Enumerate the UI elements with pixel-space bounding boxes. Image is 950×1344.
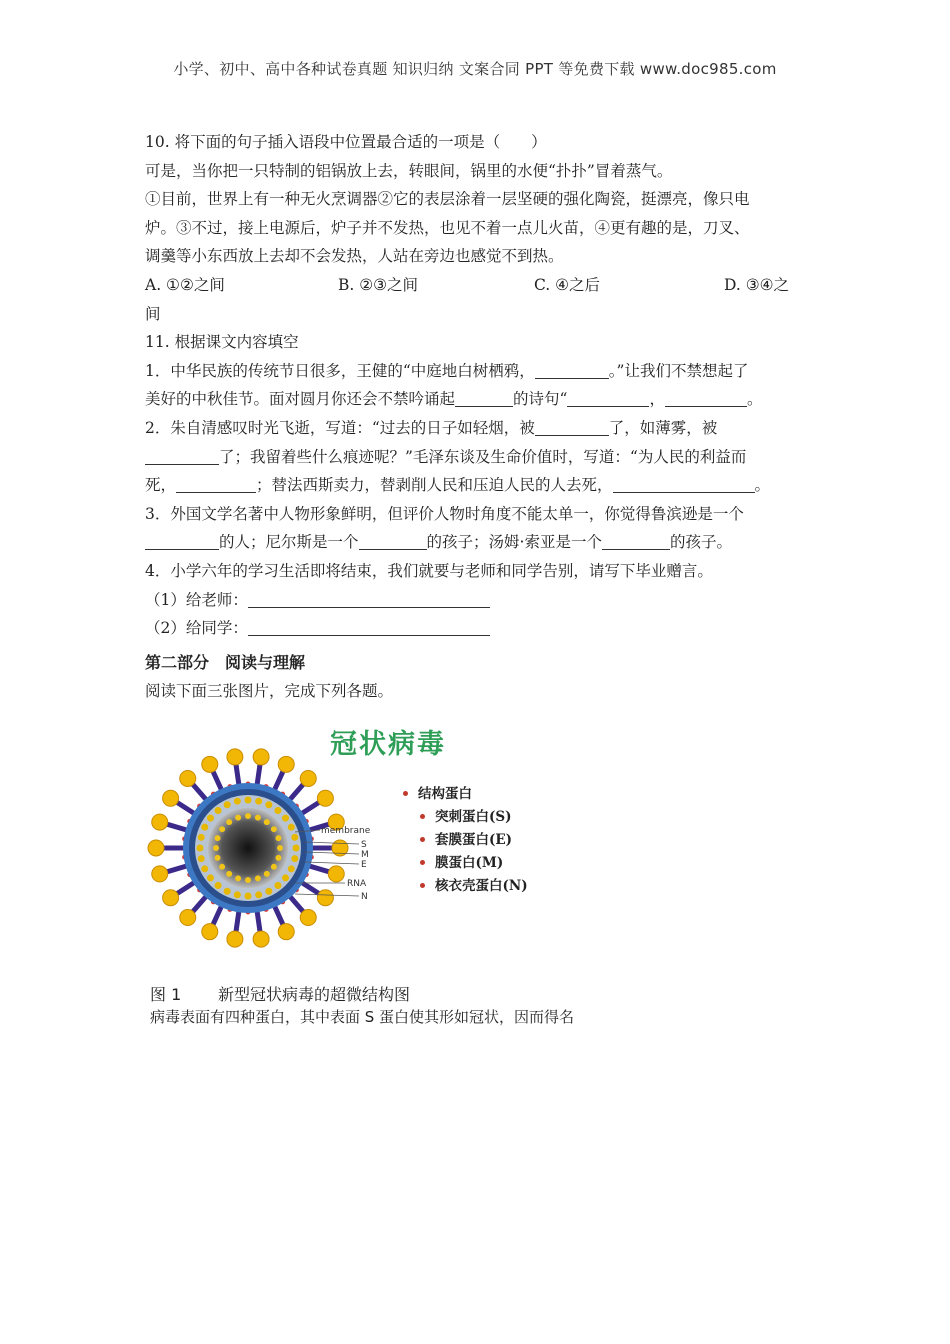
caption-title: 新型冠状病毒的超微结构图 [218, 985, 411, 1004]
q10-title: 10. 将下面的句子插入语段中位置最合适的一项是（ ） [145, 133, 547, 151]
option-a[interactable]: A. ①②之间 [145, 275, 225, 294]
membrane-bead [245, 797, 252, 804]
membrane-bead [288, 865, 295, 872]
legend-item: 突刺蛋白(S) [400, 806, 528, 829]
answer-blank[interactable] [359, 531, 427, 550]
spike-head [328, 866, 344, 882]
membrane-bead [291, 855, 298, 862]
membrane-bead [291, 834, 298, 841]
q10-passage-line: 炉。③不过，接上电源后，炉子并不发热，也见不着一点儿火苗，④更有趣的是，刀叉、 [145, 218, 750, 237]
nucleocapsid-bead [219, 826, 225, 832]
coronavirus-figure [145, 708, 555, 973]
spike-head [202, 756, 218, 772]
membrane-bead [282, 815, 289, 822]
membrane-bead [234, 798, 241, 805]
membrane-bead [215, 807, 222, 814]
q10-passage-line: 调羹等小东西放上去却不会发热，人站在旁边也感觉不到热。 [145, 247, 564, 266]
nucleocapsid-bead [275, 855, 281, 861]
spike-head [300, 910, 316, 926]
nucleocapsid-bead [226, 871, 232, 877]
nucleocapsid-bead [219, 864, 225, 870]
q11-item1-line1: 1．中华民族的传统节日很多，王健的“中庭地白树栖鸦， 。”让我们不禁想起了 [145, 361, 749, 380]
nucleocapsid-bead [226, 819, 232, 825]
spike-head [317, 790, 333, 806]
part2-intro: 阅读下面三张图片，完成下列各题。 [145, 682, 394, 701]
legend-item: 套膜蛋白(E) [400, 829, 528, 852]
membrane-bead [255, 891, 262, 898]
membrane-bead [288, 824, 295, 831]
membrane-bead [201, 865, 208, 872]
nucleocapsid-bead [264, 819, 270, 825]
nucleocapsid-bead [215, 855, 221, 861]
label-membrane: membrane [321, 826, 371, 836]
q11-item1-line2: 美好的中秋佳节。面对圆月你还会不禁吟诵起 的诗句“ ， 。 [145, 390, 763, 409]
membrane-bead [274, 807, 281, 814]
spike-head [152, 866, 168, 882]
spike-head [317, 890, 333, 906]
legend-head: 结构蛋白 [400, 783, 528, 806]
nucleocapsid-bead [271, 826, 277, 832]
spike-head [253, 931, 269, 947]
membrane-bead [234, 891, 241, 898]
spike-head [227, 931, 243, 947]
legend-item: 膜蛋白(M) [400, 852, 528, 875]
answer-blank[interactable] [665, 388, 747, 407]
coronavirus-diagram [145, 708, 395, 973]
answer-blank[interactable] [613, 474, 755, 493]
q11-item4-teacher: （1）给老师： [145, 586, 810, 615]
nucleocapsid-bead [215, 835, 221, 841]
nucleocapsid-bead [275, 835, 281, 841]
nucleocapsid-bead [255, 815, 261, 821]
nucleocapsid-bead [271, 864, 277, 870]
q11-item2-line1: 2．朱自清感叹时光飞逝，写道：“过去的日子如轻烟，被 了，如薄雾，被 [145, 418, 718, 437]
membrane-bead [255, 798, 262, 805]
spike-head [152, 814, 168, 830]
spike-head [253, 749, 269, 765]
spike-head [278, 924, 294, 940]
spike-head [202, 924, 218, 940]
figure-caption [150, 982, 410, 1005]
q11-item2-line2: 了；我留着些什么痕迹呢？”毛泽东谈及生命价值时，写道：“为人民的利益而 [145, 443, 810, 472]
membrane-bead [201, 824, 208, 831]
label-rna: RNA [347, 879, 367, 889]
membrane-bead [215, 882, 222, 889]
protein-legend [400, 783, 528, 898]
figure-title: 冠状病毒 [330, 729, 446, 760]
q10-passage-line: ①目前，世界上有一种无火烹调器②它的表层涂着一层坚硬的强化陶瓷，挺漂亮，像只电 [145, 190, 750, 209]
membrane-bead [245, 893, 252, 900]
classmate-message-blank[interactable] [248, 617, 490, 636]
membrane-bead [197, 845, 204, 852]
membrane-bead [265, 888, 272, 895]
membrane-bead [198, 834, 205, 841]
membrane-bead [207, 874, 214, 881]
answer-blank[interactable] [567, 388, 649, 407]
answer-blank[interactable] [455, 388, 513, 407]
q10-sentence: 可是，当你把一只特制的铝锅放上去，转眼间，锅里的水便“扑扑”冒着蒸气。 [145, 161, 673, 180]
answer-blank[interactable] [535, 360, 609, 379]
membrane-bead [207, 815, 214, 822]
spike-head [227, 749, 243, 765]
membrane-bead [265, 801, 272, 808]
q11-item4-title: 4．小学六年的学习生活即将结束，我们就要与老师和同学告别，请写下毕业赠言。 [145, 561, 713, 580]
figure-caption-note: 病毒表面有四种蛋白，其中表面 S 蛋白使其形如冠状，因而得名 [150, 1008, 575, 1026]
spike-head [163, 790, 179, 806]
option-b[interactable]: B. ②③之间 [338, 275, 419, 294]
membrane-bead [282, 874, 289, 881]
q10-options [145, 271, 810, 300]
nucleocapsid-bead [255, 875, 261, 881]
nucleocapsid-bead [235, 815, 241, 821]
q11-title: 11. 根据课文内容填空 [145, 333, 299, 352]
nucleocapsid-bead [264, 871, 270, 877]
membrane-bead [293, 845, 300, 852]
membrane-bead [224, 801, 231, 808]
answer-blank[interactable] [145, 531, 219, 550]
q11-item4-classmate: （2）给同学： [145, 614, 810, 643]
option-d[interactable]: D. ③④之 [724, 275, 790, 294]
spike-head [163, 890, 179, 906]
q11-item3-line1: 3．外国文学名著中人物形象鲜明，但评价人物时角度不能太单一，你觉得鲁滨逊是一个 [145, 504, 744, 523]
answer-blank[interactable] [535, 417, 609, 436]
membrane-bead [224, 888, 231, 895]
label-n: N [361, 892, 368, 902]
teacher-message-blank[interactable] [248, 589, 490, 608]
spike-head [278, 756, 294, 772]
question-content [145, 128, 810, 706]
nucleocapsid-bead [245, 877, 251, 883]
membrane-bead [274, 882, 281, 889]
part2-title: 第二部分 阅读与理解 [145, 652, 306, 672]
spike-head [148, 840, 164, 856]
q11-item2-line3: 死， ；替法西斯卖力，替剥削人民和压迫人民的人去死， 。 [145, 476, 771, 495]
option-c[interactable]: C. ④之后 [534, 275, 601, 294]
nucleocapsid-bead [277, 845, 283, 851]
spike-head [300, 770, 316, 786]
nucleocapsid-bead [235, 875, 241, 881]
answer-blank[interactable] [602, 531, 670, 550]
nucleocapsid-bead [245, 813, 251, 819]
label-m: M [361, 850, 369, 860]
caption-number: 图 1 [150, 985, 182, 1004]
viral-core [208, 808, 288, 888]
spike-head [180, 770, 196, 786]
q11-item3-line2: 的人；尼尔斯是一个 的孩子；汤姆·索亚是一个 的孩子。 [145, 528, 810, 557]
option-d-wrap: 间 [145, 304, 161, 323]
membrane-bead [198, 855, 205, 862]
answer-blank[interactable] [145, 446, 219, 465]
nucleocapsid-bead [213, 845, 219, 851]
legend-item: 核衣壳蛋白(N) [400, 875, 528, 898]
spike-head [180, 910, 196, 926]
label-s: S [361, 840, 367, 850]
page-header: 小学、初中、高中各种试卷真题 知识归纳 文案合同 PPT 等免费下载 www.doc985.com [173, 60, 777, 78]
answer-blank[interactable] [176, 474, 256, 493]
label-e: E [361, 860, 367, 870]
